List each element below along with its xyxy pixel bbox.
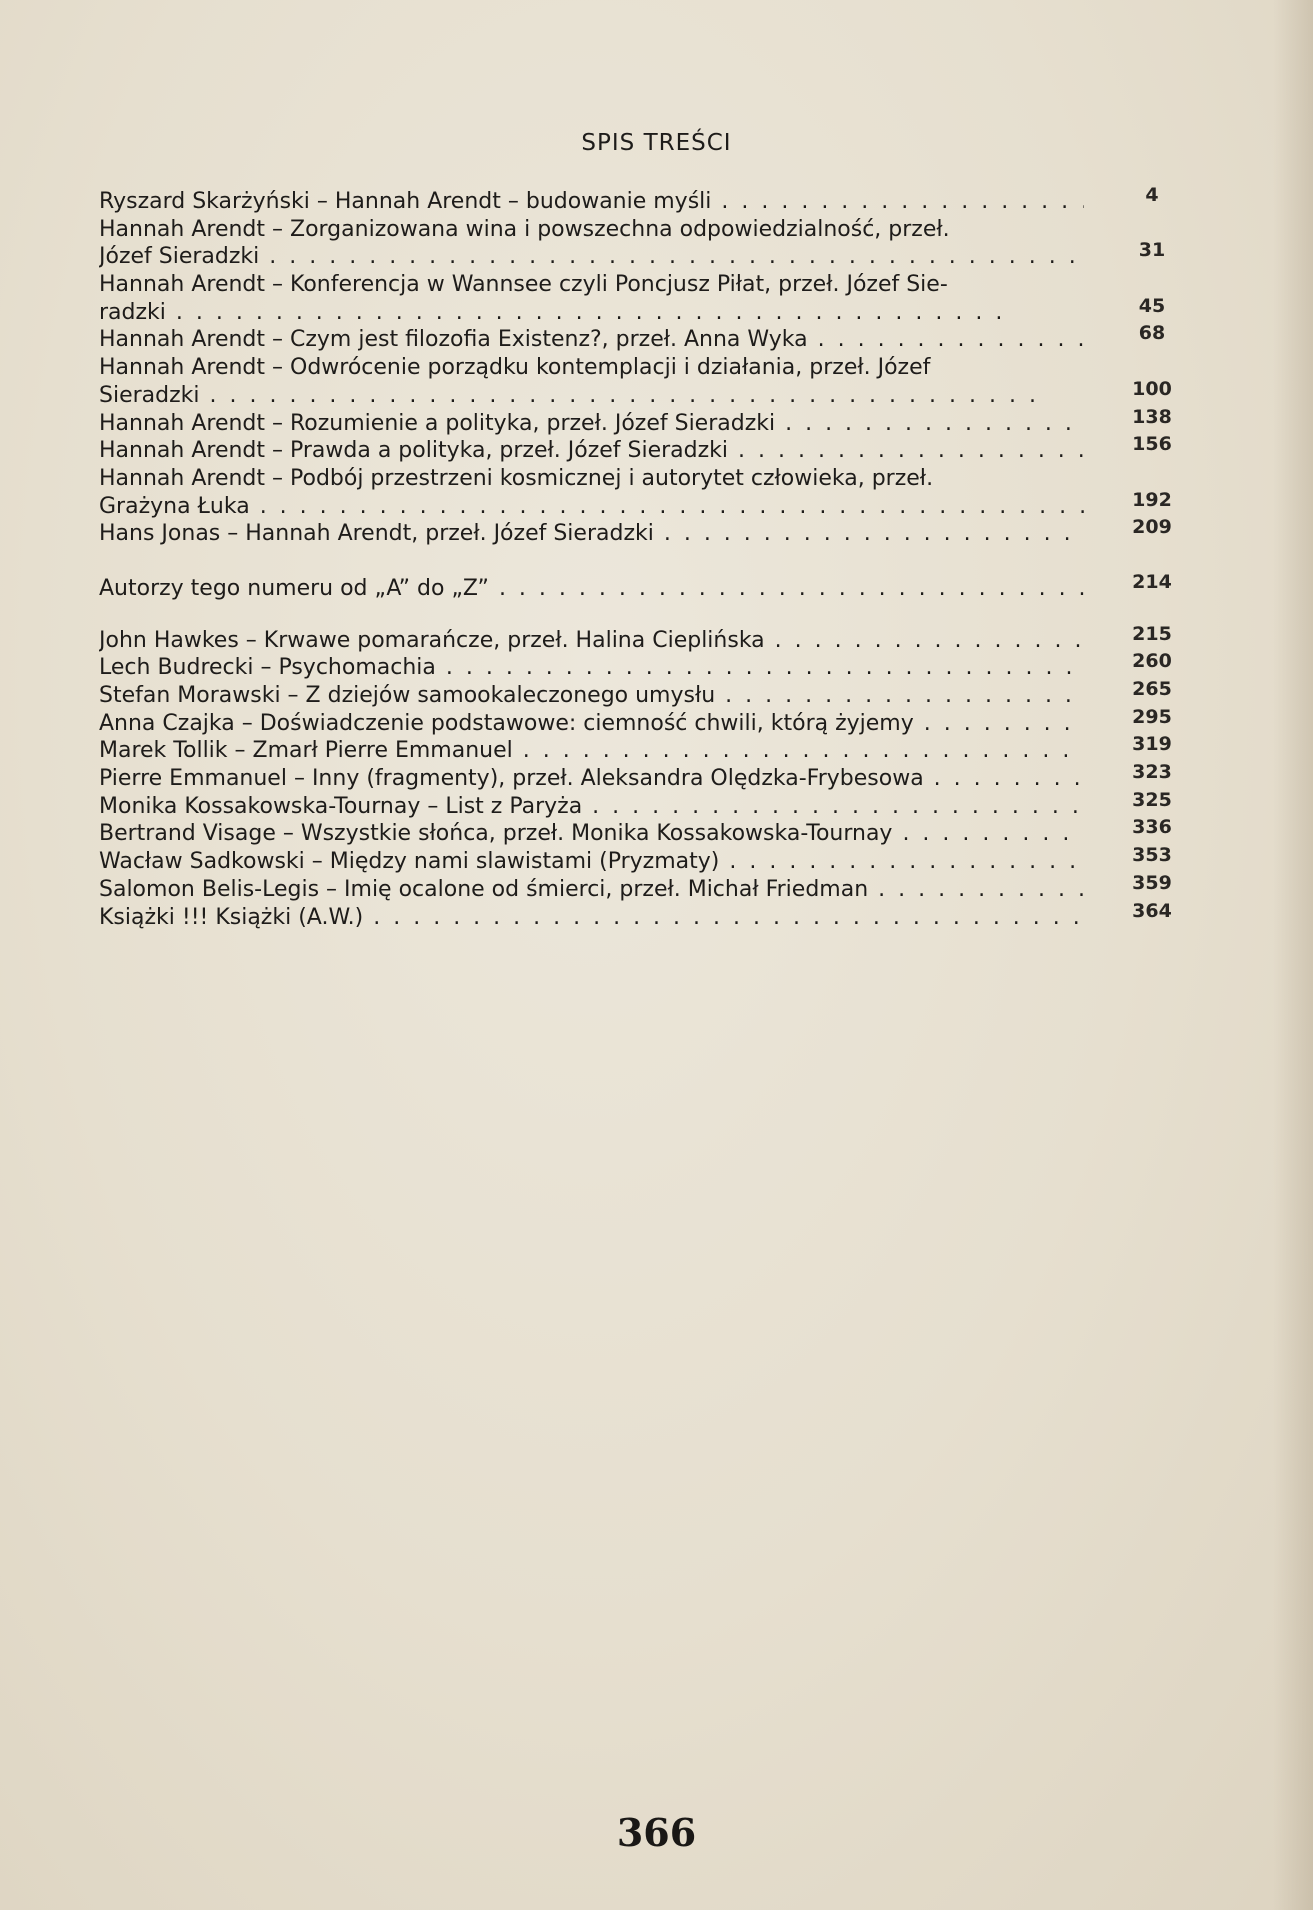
toc-entry-line [99,410,1084,438]
toc-page-number: 359 [1132,871,1172,894]
toc-entry-text: Książki !!! Książki (A.W.) . . [99,905,1084,930]
toc-entry-line [99,299,1084,327]
toc-entry-text: Autorzy tego numeru od „A” do „Z” . . [99,576,1084,601]
toc-entry-line [99,382,1084,410]
toc-entry [99,354,1189,409]
toc-entry [99,733,1189,765]
toc-entry-line [99,465,1084,493]
toc-page-number: 214 [1132,570,1172,593]
page-edge-shadow [1273,0,1313,1910]
toc-entry-text: Sieradzki . . [99,383,1045,408]
toc-section [99,184,1189,548]
page-title: SPIS TREŚCI [581,130,732,156]
toc-entry [99,844,1189,876]
toc-entry [99,516,1189,548]
toc-entry-line [99,737,1084,765]
toc-entry-line [99,354,1084,382]
toc-entry [99,899,1189,932]
toc-entry-line [99,710,1084,738]
toc-page-number: 100 [1132,377,1172,400]
toc-entry [99,871,1189,904]
toc-entry [99,705,1189,738]
toc-entry [99,622,1189,655]
toc-entry-text: Ryszard Skarżyński – Hannah Arendt – budowanie myśli . . [99,189,1084,214]
toc-entry-text: Hannah Arendt – Odwrócenie porządku kontemplacji i działania, przeł. Józef [99,355,931,381]
toc-entry-line [99,243,1084,271]
toc-entry-line [99,793,1084,821]
toc-entry-line [99,765,1084,793]
toc-entry [99,433,1189,465]
toc-entry [99,271,1189,326]
toc-section [99,622,1189,932]
toc-entry [99,405,1189,438]
toc-entry [99,322,1189,354]
toc-entry [99,761,1189,793]
toc-entry [99,570,1189,603]
toc-entry-text: Hannah Arendt – Konferencja w Wannsee czyli Poncjusz Piłat, przeł. Józef Sie- [99,272,948,298]
toc-entry-line [99,904,1084,932]
toc-entry-text: Hannah Arendt – Rozumienie a polityka, przeł. Józef Sieradzki . . [99,411,1084,436]
toc-entry-line [99,575,1084,603]
toc-entry [99,184,1189,216]
toc-entry-text: Pierre Emmanuel – Inny (fragmenty), przeł. Aleksandra Olędzka-Frybesowa . . [99,766,1084,791]
toc-entry-text: Salomon Belis-Legis – Imię ocalone od śmierci, przeł. Michał Friedman . . [99,877,1084,902]
toc-entry-text: Hannah Arendt – Czym jest filozofia Existenz?, przeł. Anna Wyka . . [99,327,1084,352]
toc-entry-text: Stefan Morawski – Z dziejów samookaleczonego umysłu . . [99,683,1084,708]
toc-entry-text: Marek Tollik – Zmarł Pierre Emmanuel . . [99,738,1084,763]
toc-entry-line [99,654,1084,682]
toc-page-number: 325 [1132,788,1172,811]
toc-entry-line [99,682,1084,710]
page-number: 366 [616,1810,697,1855]
toc-entry-text: Józef Sieradzki . . [99,244,1084,269]
toc-entry [99,216,1189,271]
toc-entry-line [99,271,1084,299]
toc-entry-text: Anna Czajka – Doświadczenie podstawowe: ciemność chwili, którą żyjemy . . [99,711,1084,736]
section-gap [99,548,1189,575]
toc-page-number: 260 [1132,650,1172,673]
toc-entry-text: Grażyna Łuka . . [99,494,1084,519]
toc-page-number: 364 [1132,899,1172,922]
toc-page-number: 353 [1132,844,1172,867]
toc-page-number: 265 [1132,678,1172,700]
toc-entry [99,788,1189,821]
toc-page-number: 68 [1138,322,1166,345]
toc-entry-line [99,627,1084,655]
toc-entry [99,650,1189,682]
toc-page-number: 4 [1145,184,1159,206]
toc-entry-text: Bertrand Visage – Wszystkie słońca, przeł. Monika Kossakowska-Tournay . . [99,821,1084,846]
toc-page-number: 215 [1132,622,1172,645]
toc-entry-line [99,216,1084,244]
toc-entry-line [99,876,1084,904]
toc-entry-text: Lech Budrecki – Psychomachia . . [99,655,1084,680]
toc-page-number: 209 [1132,516,1172,539]
toc-page-number: 192 [1132,488,1172,511]
toc-page-number: 319 [1132,733,1172,756]
toc-entry-text: Hannah Arendt – Podbój przestrzeni kosmicznej i autorytet człowieka, przeł. [99,465,934,491]
toc-entry-text: Hans Jonas – Hannah Arendt, przeł. Józef Sieradzki . . [99,521,1084,546]
toc-entry [99,678,1189,710]
toc-entry-text: Hannah Arendt – Prawda a polityka, przeł. Józef Sieradzki . . [99,438,1084,463]
table-of-contents [99,184,1189,931]
toc-page-number: 336 [1132,816,1172,839]
toc-entry-line [99,820,1084,848]
section-gap [99,603,1189,627]
toc-page-number: 156 [1132,433,1172,456]
toc-entry-line [99,188,1084,216]
toc-entry [99,465,1189,520]
toc-entry-line [99,520,1084,548]
toc-page-number: 31 [1138,239,1166,262]
toc-entry [99,816,1189,848]
toc-entry-line [99,848,1084,876]
toc-page-number: 295 [1132,705,1172,728]
toc-entry-text: Monika Kossakowska-Tournay – List z Paryża . . [99,794,1084,819]
toc-entry-line [99,493,1084,521]
toc-entry-line [99,437,1084,465]
toc-page-number: 323 [1132,761,1172,784]
toc-section [99,570,1189,603]
toc-entry-text: Wacław Sadkowski – Między nami slawistami (Pryzmaty) . . [99,849,1084,874]
toc-entry-text: John Hawkes – Krwawe pomarańcze, przeł. Halina Cieplińska . . [99,628,1084,653]
toc-page-number: 138 [1132,405,1172,428]
toc-entry-line [99,326,1084,354]
toc-page-number: 45 [1138,294,1166,317]
toc-entry-text: Hannah Arendt – Zorganizowana wina i powszechna odpowiedzialność, przeł. [99,216,950,242]
toc-entry-text: radzki . . [99,300,1011,325]
